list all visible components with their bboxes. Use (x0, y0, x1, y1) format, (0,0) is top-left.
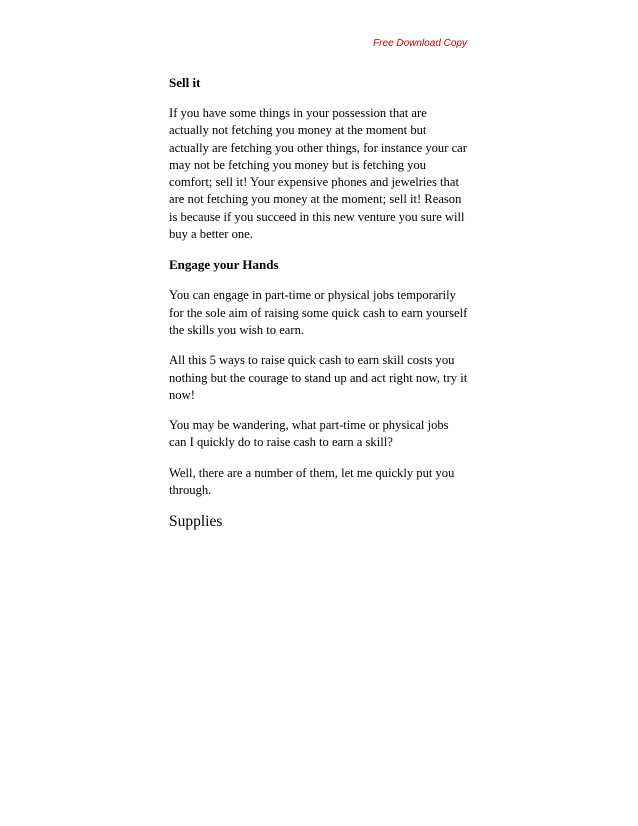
paragraph-part-time-jobs: You can engage in part-time or physical jobs temporarily for the sole aim of raising some quick cash to earn yourself the skills you wish to earn. (169, 288, 468, 337)
watermark-text: Free Download Copy (373, 38, 467, 49)
subheading-supplies: Supplies (169, 513, 223, 531)
paragraph-put-through: Well, there are a number of them, let me quickly put you through. (169, 465, 455, 498)
page-content (169, 74, 469, 532)
section-heading-engage-hands: Engage your Hands (169, 257, 279, 273)
section-heading-sell-it: Sell it (169, 75, 201, 90)
paragraph-question: You may be wandering, what part-time or physical jobs can I quickly do to raise cash to earn a skill? (169, 418, 449, 450)
paragraph-sell-it: If you have some things in your possession that are actually not fetching you money at the moment but actually are fetching you other things, for instance your car may not be fetching you money but is fetching you comfort; sell it! Your expensive phones and jewelries that are not fetching you money at the moment; sell it! Reason is because if you succeed in this new venture you sure will buy a better one. (169, 106, 467, 242)
paragraph-five-ways: All this 5 ways to raise quick cash to earn skill costs you nothing but the courage to stand up and act right now, try it now! (169, 353, 468, 402)
